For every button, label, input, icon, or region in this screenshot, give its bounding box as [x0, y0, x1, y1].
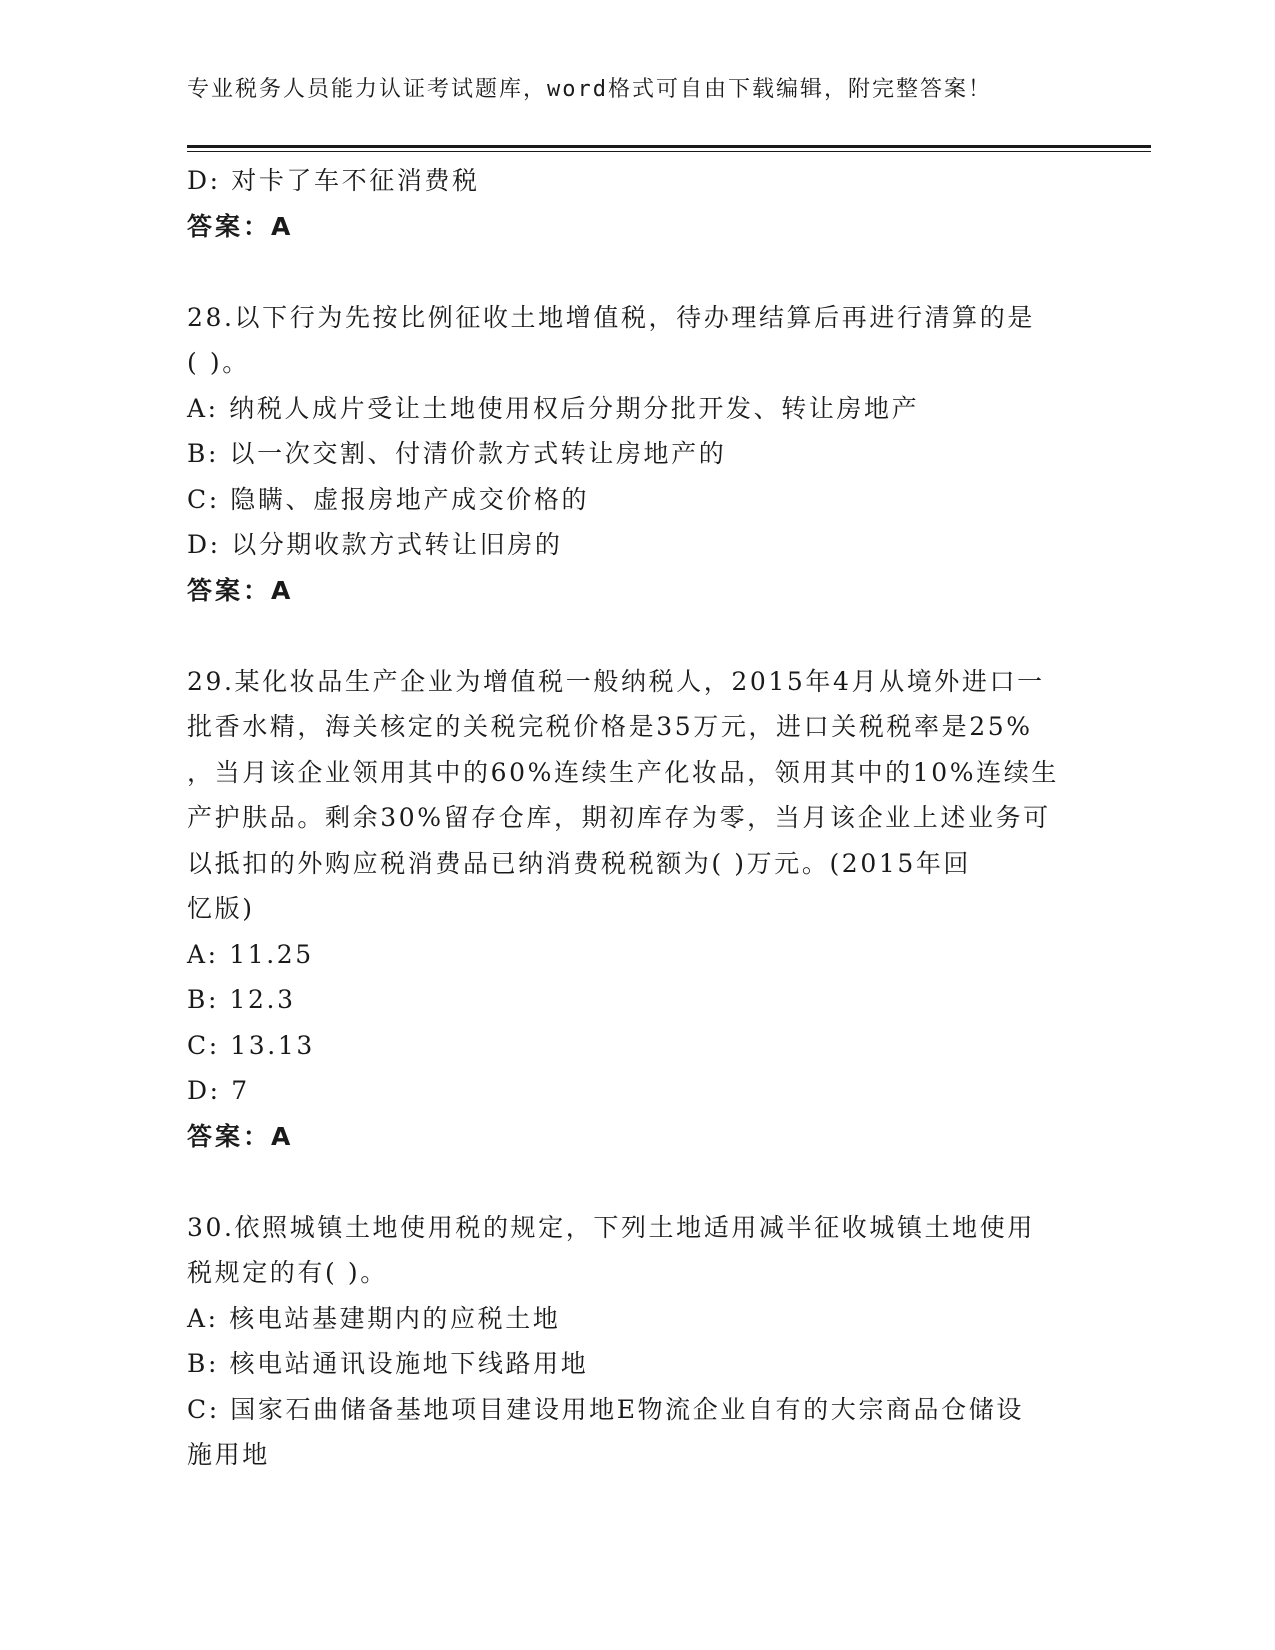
question-30 [187, 1205, 1087, 1478]
spacer [187, 613, 1087, 659]
exam-content [187, 158, 1087, 1478]
option-a: A: 核电站基建期内的应税土地 [187, 1303, 561, 1333]
option-d: D: 对卡了车不征消费税 [187, 166, 480, 195]
question-text: ，当月该企业领用其中的60%连续生产化妆品，领用其中的10%连续生 [187, 757, 1059, 787]
answer: 答案：A [187, 575, 294, 605]
option-b: B: 12.3 [187, 985, 296, 1014]
prev-question [187, 158, 1087, 249]
spacer [187, 249, 1087, 295]
question-29 [187, 659, 1087, 1160]
page-header: 专业税务人员能力认证考试题库，word格式可自由下载编辑，附完整答案！ [187, 77, 992, 102]
option-b: B: 以一次交割、付清价款方式转让房地产的 [187, 439, 727, 468]
option-c-continued: 施用地 [187, 1440, 270, 1469]
header-rule-thin [187, 151, 1151, 152]
question-text: ( )。 [187, 348, 250, 377]
option-d: D: 7 [187, 1076, 250, 1105]
question-28 [187, 295, 1087, 614]
option-c: C: 隐瞒、虚报房地产成交价格的 [187, 484, 590, 514]
question-text: 以抵扣的外购应税消费品已纳消费税税额为( )万元。(2015年回 [187, 848, 972, 878]
option-c: C: 13.13 [187, 1030, 315, 1060]
option-d: D: 以分期收款方式转让旧房的 [187, 530, 563, 559]
header-rule-thick [187, 145, 1151, 148]
question-text: 批香水精，海关核定的关税完税价格是35万元，进口关税税率是25% [187, 712, 1033, 741]
option-a: A: 11.25 [187, 939, 314, 969]
question-text: 29.某化妆品生产企业为增值税一般纳税人，2015年4月从境外进口一 [187, 666, 1045, 696]
spacer [187, 1159, 1087, 1205]
question-text: 税规定的有( )。 [187, 1258, 388, 1287]
answer: 答案：A [187, 211, 294, 241]
question-text: 28.以下行为先按比例征收土地增值税，待办理结算后再进行清算的是 [187, 302, 1035, 332]
option-c: C: 国家石曲储备基地项目建设用地E物流企业自有的大宗商品仓储设 [187, 1394, 1024, 1424]
question-text: 忆版) [187, 894, 255, 923]
answer: 答案：A [187, 1121, 294, 1151]
option-a: A: 纳税人成片受让土地使用权后分期分批开发、转让房地产 [187, 393, 920, 423]
question-text: 产护肤品。剩余30%留存仓库，期初库存为零，当月该企业上述业务可 [187, 803, 1051, 832]
option-b: B: 核电站通讯设施地下线路用地 [187, 1349, 589, 1378]
question-text: 30.依照城镇土地使用税的规定，下列土地适用减半征收城镇土地使用 [187, 1212, 1035, 1242]
